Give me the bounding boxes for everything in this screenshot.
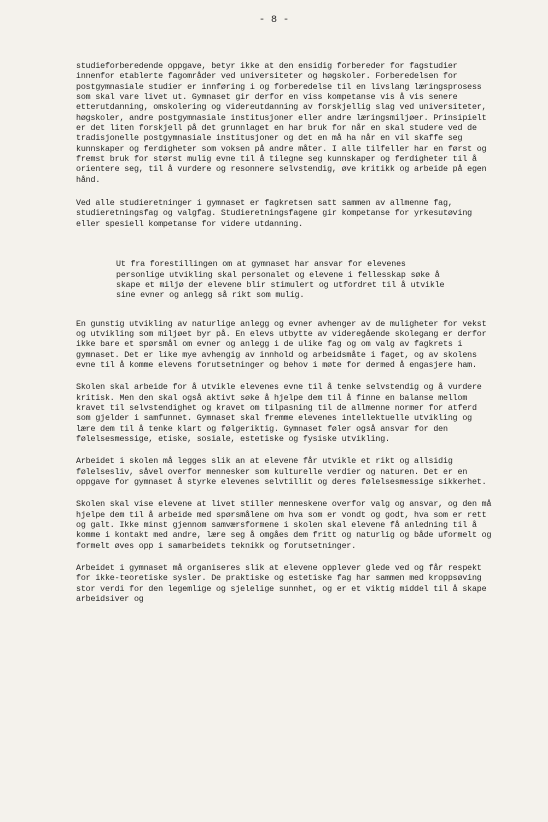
paragraph-indented-statement: Ut fra forestillingen om at gymnaset har ansvar for elevenes personlige utvikling skal personalet og elevene i fellesskap søke å skape et miljø der elevene blir stimulert og utfordret til å utvikle sine evner og anlegg så rikt som mulig.	[116, 260, 445, 301]
paragraph-independent-thinking: Skolen skal arbeide for å utvikle elevenes evne til å tenke selvstendig og å vurdere kritisk. Men den skal også aktivt søke å hjelpe dem til å finne en balanse mellom kravet til selvstendighet og kravet om tilpasning til de allmenne normer for atferd som gjelder i samfunnet. Gymnaset skal fremme elevenes intellektuelle utvikling og lære dem til å tenke klart og følgeriktig. Gymnaset føler også ansvar for den følelsesmessige, etiske, sosiale, estetiske og fysiske utvikling.	[76, 383, 482, 444]
document-body	[76, 62, 496, 617]
paragraph-practical-subjects: Arbeidet i gymnaset må organiseres slik at elevene opplever glede ved og får respekt for ikke-teoretiske sysler. De praktiske og estetiske fag har sammen med kroppsøving stor verdi for den legemlige og sjelelige sunnhet, og er et viktig middel til å skape arbeidsiver og	[76, 564, 487, 605]
paragraph-study-directions: Ved alle studieretninger i gymnaset er fagkretsen satt sammen av allmenne fag, studieretningsfag og valgfag. Studieretningsfagene gir kompetanse for yrkesutøving eller spesiell kompetanse for videre utdanning.	[76, 199, 472, 229]
paragraph-favourable-development: En gunstig utvikling av naturlige anlegg og evner avhenger av de muligheter for vekst og utvikling som miljøet byr på. En elevs utbytte av videregående skolegang er derfor ikke bare et spørsmål om evner og anlegg i de ulike fag og om valg av fagkrets i gymnaset. Det er like mye avhengig av innhold og arbeidsmåte i faget, og av skolens evne til å komme elevens forutsetninger og behov i møte for dermed å engasjere ham.	[76, 319, 487, 370]
paragraph-choice-and-responsibility: Skolen skal vise elevene at livet stiller menneskene overfor valg og ansvar, og den må hjelpe dem til å arbeide med spørsmålene om hva som er vondt og godt, hva som er rett og galt. Ikke minst gjennom samværsformene i skolen skal elevene få anledning til å komme i kontakt med andre, lære seg å omgåes dem fritt og naturlig og både uformelt og formelt øves opp i samarbeidets teknikk og forutsetninger.	[76, 500, 492, 551]
page-number: - 8 -	[258, 15, 289, 26]
paragraph-emotional-life: Arbeidet i skolen må legges slik an at elevene får utvikle et rikt og allsidig følelsesliv, såvel overfor mennesker som kulturelle verdier og naturen. Det er en oppgave for gymnaset å styrke elevenes selvtillit og deres følelsesmessige sikkerhet.	[76, 457, 487, 487]
paragraph-study-preparation: studieforberedende oppgave, betyr ikke at den ensidig forbereder for fagstudier innenfor etablerte fagområder ved universiteter og høgskoler. Forberedelsen for postgymnasiale studier er innføring i og forberedelse til en livslang læringsprosess som skal vare livet ut. Gymnaset gir derfor en viss kompetanse vis å vis senere etterutdanning, omskolering og videreutdanning av forskjellig slag ved universiteter, høgskoler, andre postgymnasiale institusjoner eller andre læringsmiljøer. Prinsipielt er det liten forskjell på det grunnlaget en har bruk for når en skal studere ved de tradisjonelle postgymnasiale institusjoner og det en må ha når en vil skaffe seg kunnskaper og ferdigheter som voksen på andre måter. I alle tilfeller har en først og fremst bruk for størst mulig evne til å tilegne seg kunnskaper og ferdigheter til å orientere seg, til å vurdere og resonnere selvstendig, øve kritikk og arbeide på egen hånd.	[76, 62, 487, 185]
